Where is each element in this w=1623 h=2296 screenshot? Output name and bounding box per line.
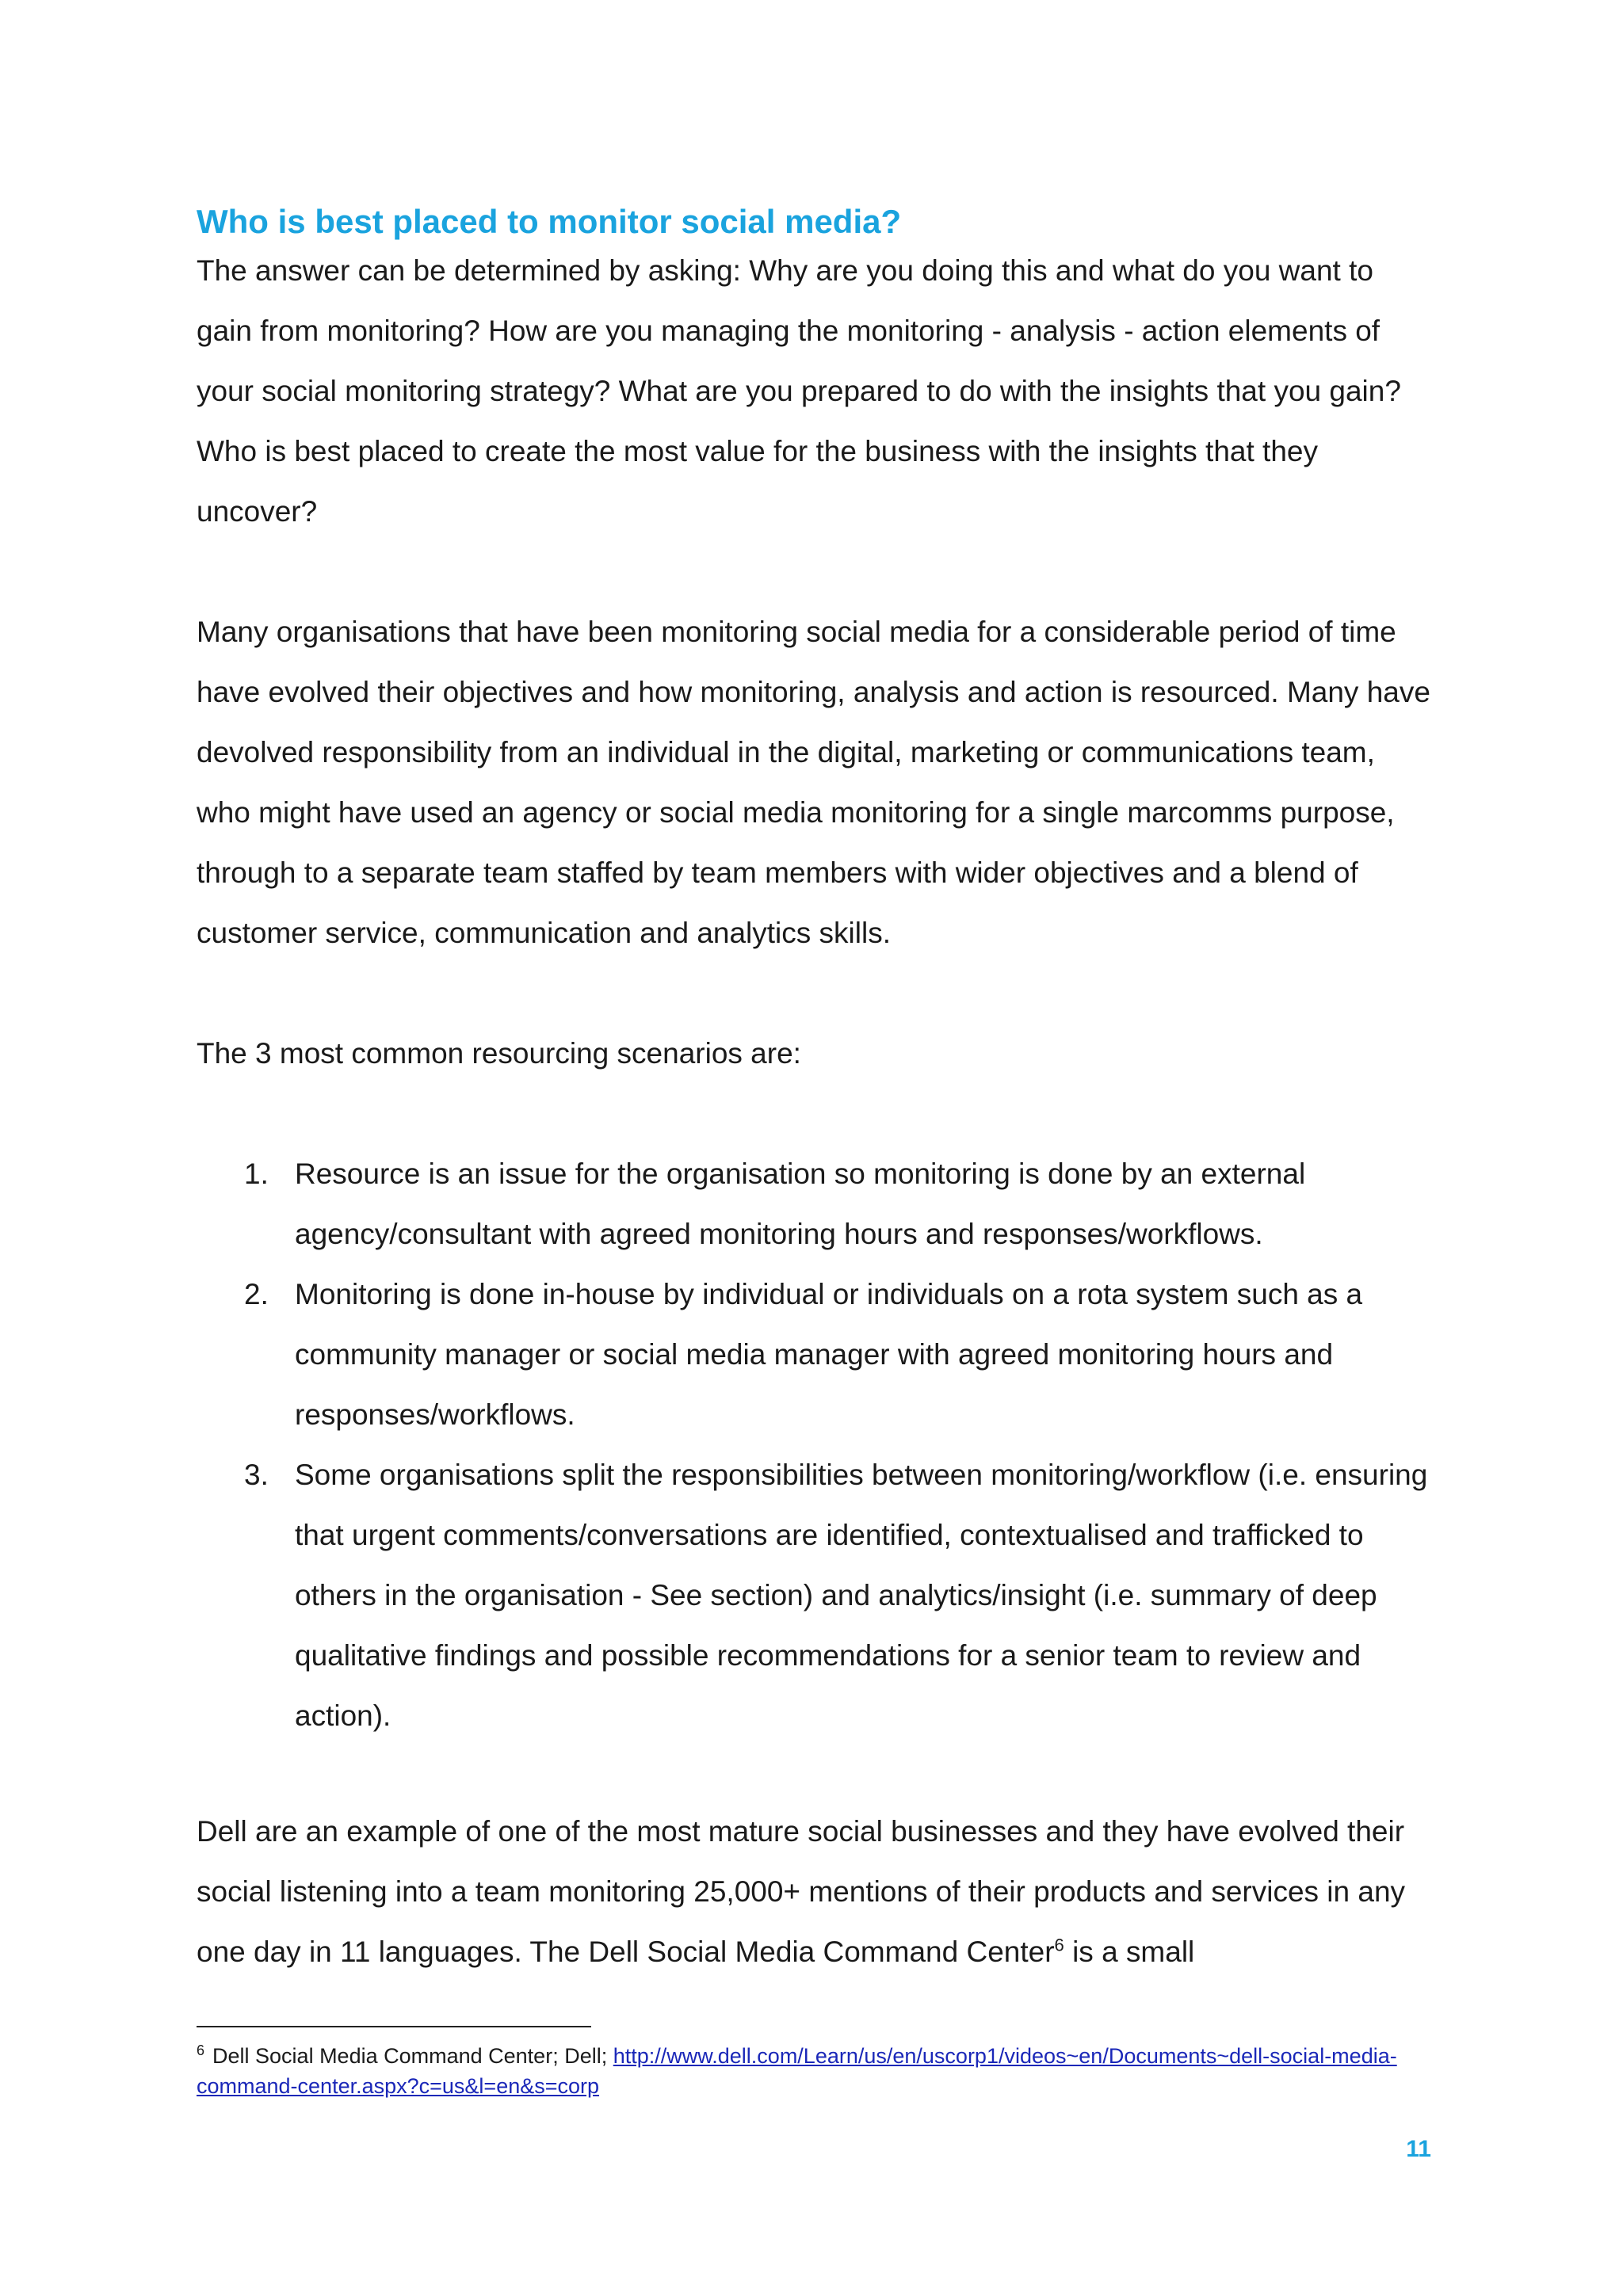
list-item — [197, 1144, 1433, 1264]
page-number: 11 — [1406, 2136, 1431, 2162]
footnote-marker: 6 — [197, 2042, 205, 2058]
paragraph-dell — [197, 1802, 1433, 1982]
list-item-number: 2. — [244, 1278, 269, 1310]
paragraph-intro: The answer can be determined by asking: Why are you doing this and what do you want to gain from monitoring? How are you managing the monitoring - analysis - action elements of your social monitoring strategy? What are you prepared to do with the insights that you gain? Who is best placed to create the most value for the business with the insights that they uncover? — [197, 254, 1401, 528]
footnote-text: Dell Social Media Command Center; Dell; — [212, 2044, 613, 2068]
footnote-reference[interactable]: 6 — [1054, 1935, 1064, 1955]
list-item-text: Resource is an issue for the organisation so monitoring is done by an external agency/consultant with agreed monitoring hours and responses/workflows. — [295, 1158, 1306, 1250]
paragraph-scenarios-intro: The 3 most common resourcing scenarios are: — [197, 1037, 801, 1070]
scenarios-list — [197, 1144, 1433, 1746]
footnote — [197, 2041, 1433, 2101]
footnote-link[interactable]: http://www.dell.com/Learn/us/en/uscorp1/videos~en/Documents~dell-social-media-command-center.aspx?c=us&l=en&s=corp — [197, 2044, 1397, 2098]
paragraph-dell-text: Dell are an example of one of the most mature social businesses and they have evolved their social listening into a team monitoring 25,000+ mentions of their products and services in any one day in 11 languages. The Dell Social Media Command Center — [197, 1815, 1406, 1968]
section-heading: Who is best placed to monitor social media? — [197, 203, 902, 240]
paragraph-dell-tail: is a small — [1064, 1936, 1195, 1968]
list-item-number: 3. — [244, 1459, 269, 1491]
list-item-number: 1. — [244, 1158, 269, 1190]
list-item — [197, 1445, 1433, 1746]
footnote-divider — [197, 2026, 591, 2027]
list-item-text: Monitoring is done in-house by individual or individuals on a rota system such as a community manager or social media manager with agreed monitoring hours and responses/workflows. — [295, 1278, 1363, 1431]
list-item — [197, 1264, 1433, 1445]
paragraph-organisations: Many organisations that have been monitoring social media for a considerable period of time have evolved their objectives and how monitoring, analysis and action is resourced. Many have devolved responsibility from an individual in the digital, marketing or communications team, who might have used an agency or social media monitoring for a single marcomms purpose, through to a separate team staffed by team members with wider objectives and a blend of customer service, communication and analytics skills. — [197, 616, 1430, 949]
list-item-text: Some organisations split the responsibilities between monitoring/workflow (i.e. ensuring that urgent comments/conversations are identified, contextualised and trafficked to others in the organisation - See section) and analytics/insight (i.e. summary of deep qualitative findings and possible recommendations for a senior team to review and action). — [295, 1459, 1428, 1732]
